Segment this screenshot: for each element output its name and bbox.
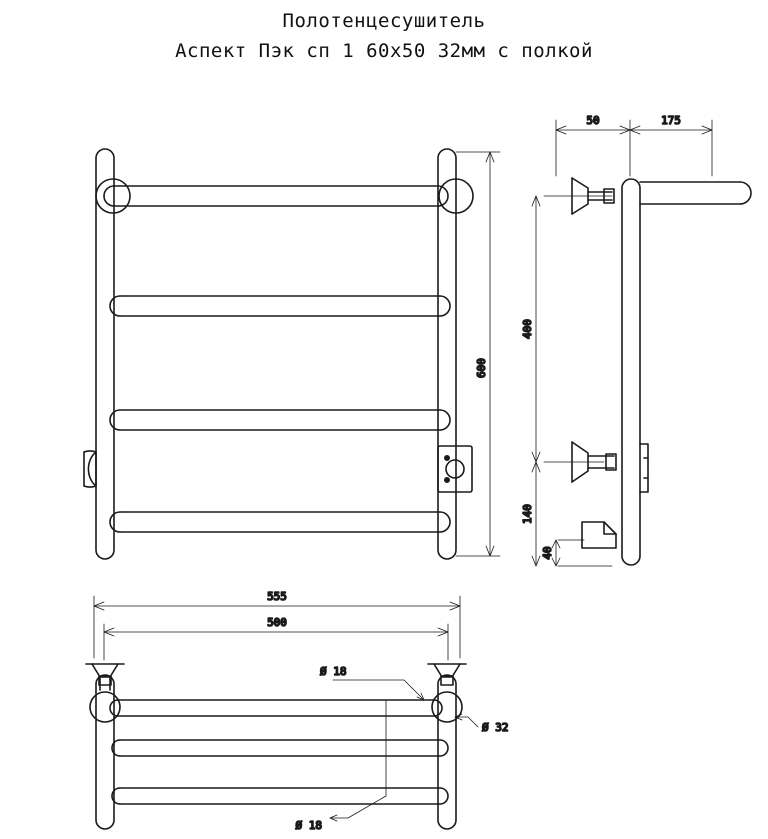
- dim-label-500: 500: [267, 616, 287, 629]
- dimension-600: [456, 152, 500, 556]
- page-title-line1: Полотенцесушитель: [282, 10, 486, 32]
- leader-dia-32: [455, 714, 478, 727]
- dim-label-dia18-bottom: Ø 18: [295, 819, 322, 832]
- top-view: [86, 664, 466, 829]
- dim-label-dia18-top: Ø 18: [320, 665, 347, 678]
- leader-dia-18-bottom: [330, 700, 386, 821]
- dim-label-175: 175: [661, 114, 681, 127]
- page-title-line2: Аспект Пэк сп 1 60х50 32мм с полкой: [175, 40, 593, 62]
- side-view: [572, 178, 751, 565]
- front-view: [84, 149, 473, 559]
- dim-label-140: 140: [521, 504, 534, 524]
- dim-label-50: 50: [586, 114, 600, 127]
- dim-label-555: 555: [267, 590, 287, 603]
- dim-label-600: 600: [475, 358, 488, 378]
- dim-label-400: 400: [521, 319, 534, 339]
- leader-dia-18-top: [333, 680, 424, 700]
- dimension-50-175: [556, 120, 712, 176]
- dimension-400-140-40: [532, 196, 612, 566]
- dim-label-40: 40: [541, 546, 554, 560]
- dim-label-dia32: Ø 32: [482, 721, 509, 734]
